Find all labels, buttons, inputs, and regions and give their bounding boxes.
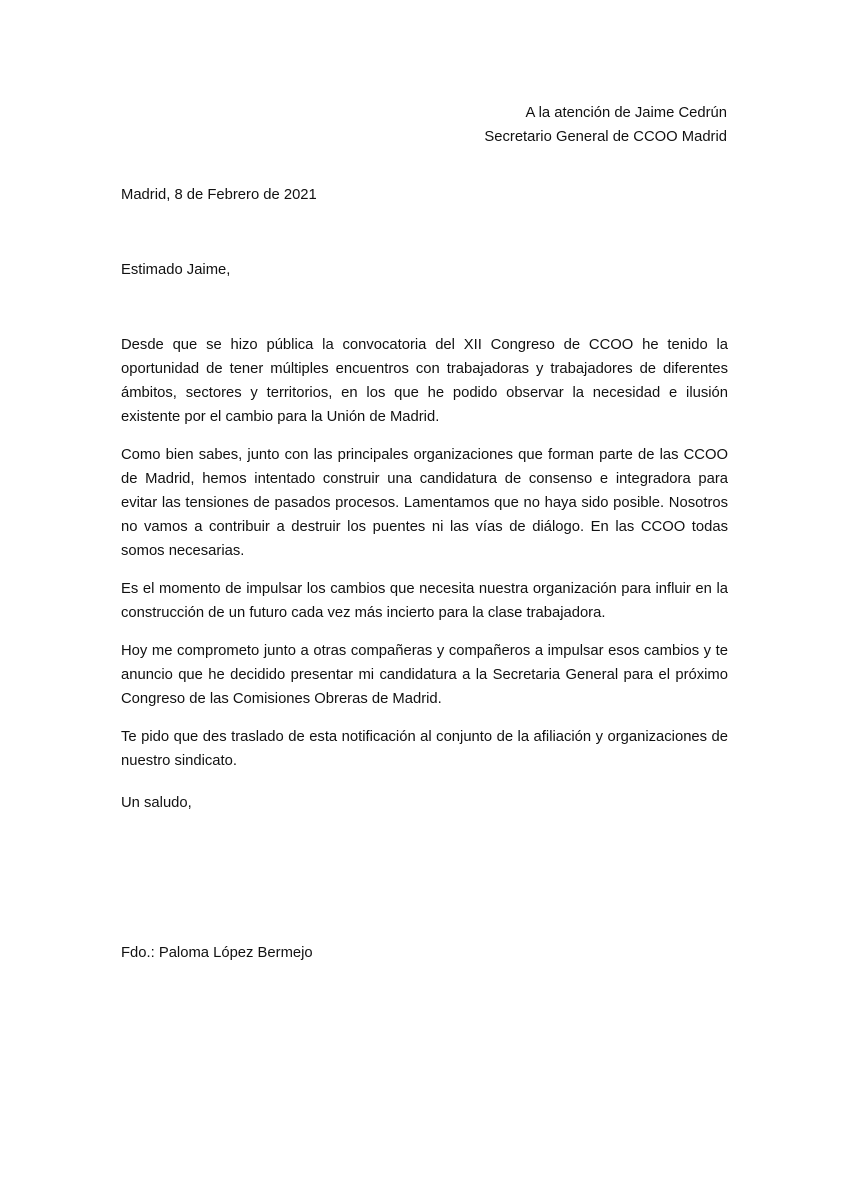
letter-body [121,333,728,787]
recipient-block [400,101,727,149]
salutation: Estimado Jaime, [121,262,231,278]
body-paragraph: Como bien sabes, junto con las principales organizaciones que forman parte de las CCOO de Madrid, hemos intentado construir una candidatura de consenso e integradora para evitar las tensiones de pasados procesos. Lamentamos que no haya sido posible. Nosotros no vamos a contribuir a destruir los puentes ni las vías de diálogo. En las CCOO todas somos necesarias. [121,447,728,559]
recipient-title: Secretario General de CCOO Madrid [484,129,727,145]
body-paragraph: Es el momento de impulsar los cambios que necesita nuestra organización para influir en la construcción de un futuro cada vez más incierto para la clase trabajadora. [121,581,728,621]
signature-line: Fdo.: Paloma López Bermejo [121,945,313,961]
body-paragraph: Hoy me comprometo junto a otras compañeras y compañeros a impulsar esos cambios y te anuncio que he decidido presentar mi candidatura a la Secretaria General para el próximo Congreso de las Comisiones Obreras de Madrid. [121,643,728,707]
closing-line: Un saludo, [121,795,192,811]
recipient-name: A la atención de Jaime Cedrún [525,105,727,121]
body-paragraph: Desde que se hizo pública la convocatoria del XII Congreso de CCOO he tenido la oportunidad de tener múltiples encuentros con trabajadoras y trabajadores de diferentes ámbitos, sectores y territorios, en los que he podido observar la necesidad e ilusión existente por el cambio para la Unión de Madrid. [121,337,728,425]
body-paragraph: Te pido que des traslado de esta notificación al conjunto de la afiliación y organizaciones de nuestro sindicato. [121,729,728,769]
letter-date: Madrid, 8 de Febrero de 2021 [121,187,317,203]
